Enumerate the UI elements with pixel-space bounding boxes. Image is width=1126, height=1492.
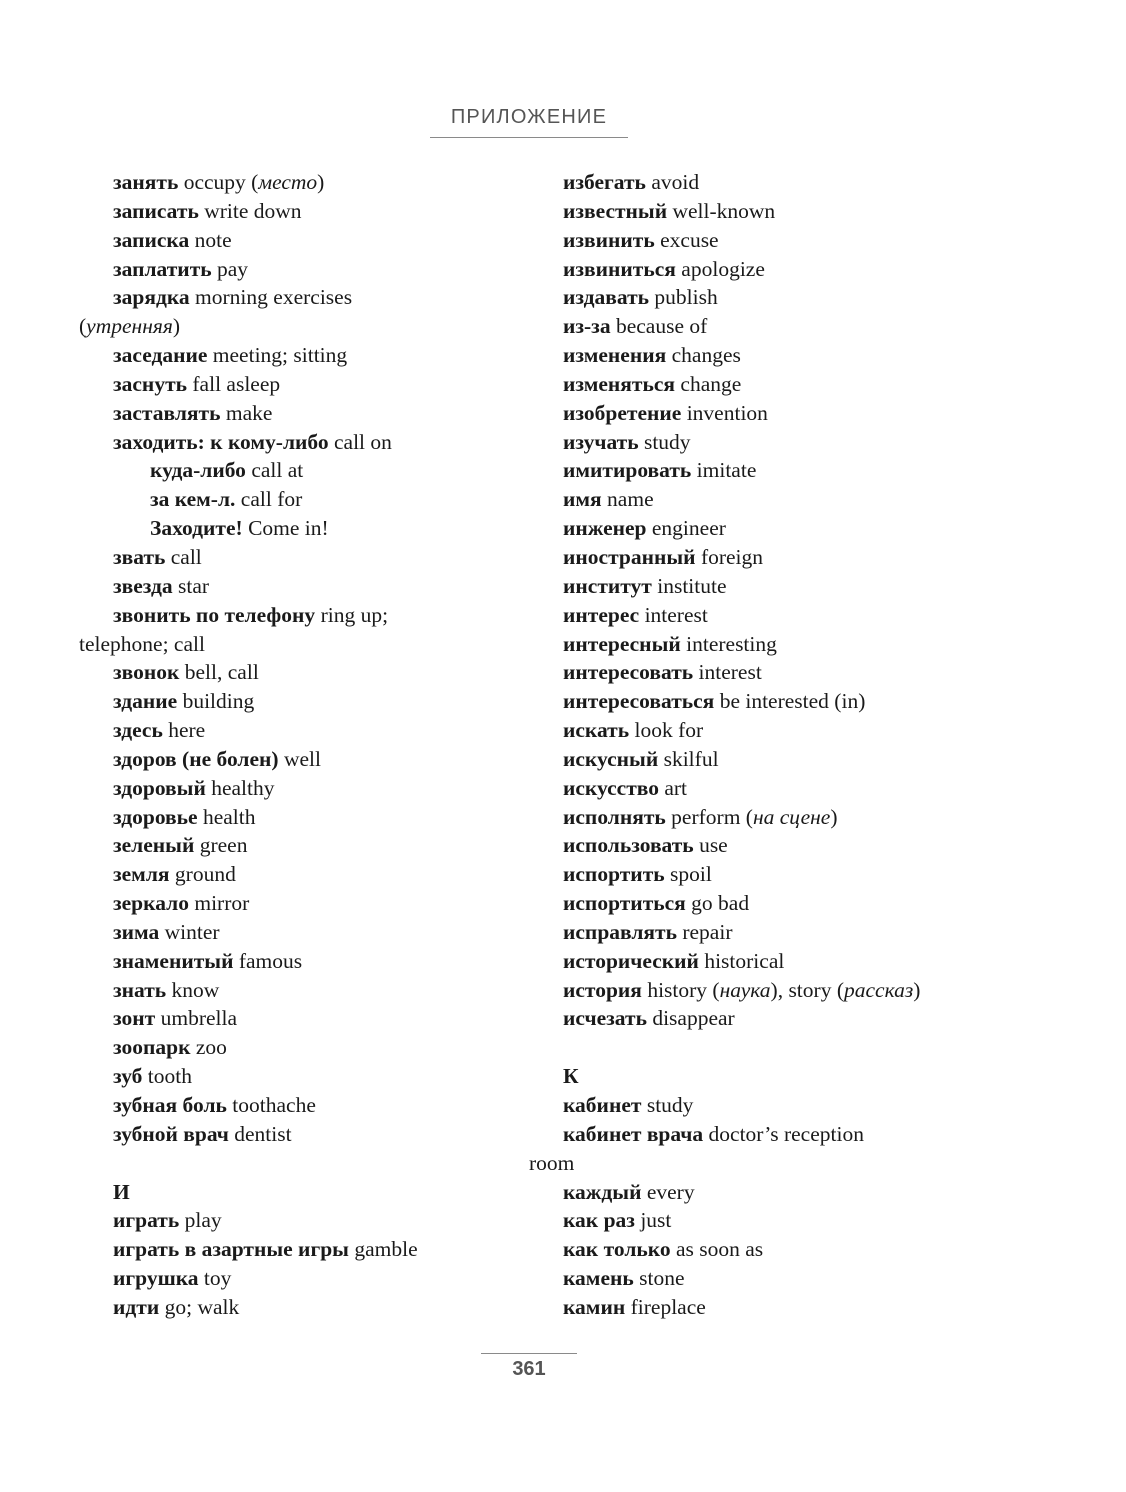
entry-translation: fall asleep bbox=[187, 371, 281, 396]
entry-translation: doctor’s reception bbox=[703, 1121, 864, 1146]
entry-translation: spoil bbox=[664, 862, 712, 887]
entry-translation: Come in! bbox=[242, 516, 329, 541]
entry-headword: звезда bbox=[113, 573, 173, 598]
entry-headword: испортиться bbox=[563, 891, 686, 916]
glossary-entry bbox=[529, 168, 1029, 197]
entry-translation: institute bbox=[651, 573, 727, 598]
entry-translation: mirror bbox=[188, 891, 250, 916]
entry-headword: кабинет bbox=[563, 1093, 642, 1117]
entry-headword: известный bbox=[563, 198, 668, 223]
entry-headword: игрушка bbox=[113, 1266, 199, 1291]
entry-note: место bbox=[258, 170, 318, 194]
glossary-entry bbox=[79, 456, 529, 485]
entry-headword: знать bbox=[113, 977, 167, 1002]
glossary-entry bbox=[529, 1120, 1029, 1149]
glossary-entry bbox=[79, 831, 529, 860]
entry-headword: избегать bbox=[563, 170, 646, 194]
entry-headword: играть в азартные игры bbox=[113, 1237, 349, 1262]
glossary-entry bbox=[79, 1004, 529, 1033]
glossary-entry bbox=[529, 399, 1029, 428]
entry-translation: invention bbox=[681, 400, 768, 425]
entry-translation: be interested (in) bbox=[714, 689, 866, 714]
entry-translation: famous bbox=[233, 948, 303, 973]
glossary-entry bbox=[529, 889, 1029, 918]
entry-headword: искусство bbox=[563, 775, 659, 800]
entry-translation: ( bbox=[79, 314, 87, 339]
entry-translation: avoid bbox=[645, 170, 700, 194]
entry-headword: извинить bbox=[563, 227, 655, 252]
entry-headword: камин bbox=[563, 1294, 626, 1319]
entry-headword: изучать bbox=[563, 429, 639, 454]
entry-translation: look for bbox=[629, 718, 704, 743]
entry-headword: за кем-л. bbox=[150, 487, 236, 512]
entry-translation: interesting bbox=[680, 631, 777, 656]
entry-headword: исчезать bbox=[563, 1006, 647, 1031]
entry-headword: как раз bbox=[563, 1208, 635, 1233]
section-letter: К bbox=[563, 1064, 579, 1089]
entry-headword: интересоваться bbox=[563, 689, 715, 714]
entry-translation: historical bbox=[698, 948, 785, 973]
entry-headword: зубной врач bbox=[113, 1121, 229, 1146]
entry-translation: make bbox=[220, 400, 273, 425]
entry-translation: ) bbox=[172, 314, 181, 339]
glossary-entry-continuation bbox=[79, 630, 529, 659]
glossary-entry bbox=[529, 687, 1029, 716]
entry-translation: call on bbox=[328, 429, 392, 454]
glossary-entry bbox=[529, 774, 1029, 803]
glossary-entry bbox=[79, 341, 529, 370]
entry-headword: звонить по телефону bbox=[113, 602, 316, 627]
entry-translation: health bbox=[197, 804, 256, 829]
glossary-entry bbox=[79, 601, 529, 630]
glossary-entry bbox=[529, 716, 1029, 745]
entry-headword: зонт bbox=[113, 1006, 156, 1031]
entry-headword: издавать bbox=[563, 285, 649, 310]
glossary-entry-continuation bbox=[79, 312, 529, 341]
entry-headword: здоров (не болен) bbox=[113, 746, 279, 771]
entry-translation: study bbox=[641, 1093, 694, 1117]
glossary-entry bbox=[529, 947, 1029, 976]
entry-translation: winter bbox=[159, 919, 220, 944]
entry-translation: occupy ( bbox=[178, 170, 259, 194]
glossary-entry bbox=[529, 1091, 1029, 1120]
entry-translation: telephone; call bbox=[79, 631, 205, 656]
entry-headword: Заходите! bbox=[150, 516, 243, 541]
entry-translation: know bbox=[166, 977, 220, 1002]
entry-translation: interest bbox=[693, 660, 762, 685]
glossary-entry bbox=[529, 312, 1029, 341]
entry-translation: go bad bbox=[685, 891, 750, 916]
entry-headword: зеленый bbox=[113, 833, 195, 858]
entry-headword: интересный bbox=[563, 631, 681, 656]
glossary-entry bbox=[79, 197, 529, 226]
glossary-entry bbox=[79, 428, 529, 457]
entry-translation: healthy bbox=[205, 775, 275, 800]
glossary-entry bbox=[79, 803, 529, 832]
glossary-entry bbox=[529, 197, 1029, 226]
entry-translation: here bbox=[162, 718, 206, 743]
entry-headword: исправлять bbox=[563, 919, 677, 944]
glossary-entry bbox=[529, 658, 1029, 687]
entry-headword: здоровье bbox=[113, 804, 198, 829]
entry-headword: из-за bbox=[563, 314, 611, 339]
glossary-entry bbox=[529, 860, 1029, 889]
glossary-entry bbox=[529, 976, 1029, 1005]
entry-translation: zoo bbox=[190, 1035, 227, 1060]
entry-headword: звонок bbox=[113, 660, 180, 685]
entry-headword: изменения bbox=[563, 343, 667, 368]
glossary-entry bbox=[79, 514, 529, 543]
section-gap bbox=[529, 1033, 1029, 1062]
glossary-entry bbox=[529, 341, 1029, 370]
entry-translation: disappear bbox=[646, 1006, 735, 1031]
glossary-entry bbox=[79, 1293, 529, 1322]
glossary-entry bbox=[529, 283, 1029, 312]
entry-headword: интерес bbox=[563, 602, 640, 627]
entry-translation: apologize bbox=[675, 256, 765, 281]
entry-translation: play bbox=[179, 1208, 222, 1233]
entry-translation: meeting; sitting bbox=[207, 343, 348, 368]
entry-headword: история bbox=[563, 977, 642, 1002]
glossary-entry bbox=[529, 601, 1029, 630]
glossary-entry bbox=[79, 918, 529, 947]
entry-headword: имитировать bbox=[563, 458, 692, 483]
entry-headword: здесь bbox=[113, 718, 163, 743]
entry-headword: заснуть bbox=[113, 371, 188, 396]
entry-translation: stone bbox=[633, 1266, 685, 1291]
entry-headword: зуб bbox=[113, 1064, 143, 1089]
glossary-entry bbox=[529, 456, 1029, 485]
glossary-entry bbox=[79, 976, 529, 1005]
glossary-entry bbox=[529, 803, 1029, 832]
entry-translation: pay bbox=[211, 256, 249, 281]
glossary-entry bbox=[79, 399, 529, 428]
glossary-entry bbox=[529, 630, 1029, 659]
entry-note: наука bbox=[719, 977, 771, 1002]
entry-translation: dentist bbox=[228, 1121, 292, 1146]
glossary-entry bbox=[79, 716, 529, 745]
entry-translation: publish bbox=[649, 285, 718, 310]
entry-headword: испортить bbox=[563, 862, 665, 887]
header-rule bbox=[430, 137, 628, 138]
entry-translation: well-known bbox=[667, 198, 776, 223]
entry-headword: куда-либо bbox=[150, 458, 246, 483]
entry-headword: извиниться bbox=[563, 256, 676, 281]
entry-translation: toy bbox=[198, 1266, 232, 1291]
entry-headword: институт bbox=[563, 573, 652, 598]
glossary-entry bbox=[79, 1206, 529, 1235]
glossary-entry bbox=[529, 226, 1029, 255]
entry-translation: imitate bbox=[691, 458, 757, 483]
glossary-entry bbox=[529, 1235, 1029, 1264]
entry-translation: art bbox=[658, 775, 688, 800]
entry-translation: ) bbox=[830, 804, 838, 829]
entry-note: на сцене bbox=[752, 804, 831, 829]
glossary-entry bbox=[529, 428, 1029, 457]
entry-note: рассказ bbox=[843, 977, 914, 1002]
entry-headword: зеркало bbox=[113, 891, 189, 916]
entry-headword: зарядка bbox=[113, 285, 190, 310]
footer-rule bbox=[481, 1353, 577, 1354]
glossary-entry bbox=[529, 370, 1029, 399]
glossary-entry bbox=[79, 687, 529, 716]
entry-translation: use bbox=[693, 833, 728, 858]
glossary-entry bbox=[79, 947, 529, 976]
page-number: 361 bbox=[512, 1358, 546, 1380]
glossary-entry bbox=[79, 1235, 529, 1264]
entry-headword: исторический bbox=[563, 948, 699, 973]
entry-translation: morning exercises bbox=[189, 285, 353, 310]
glossary-entry bbox=[79, 658, 529, 687]
entry-headword: интересовать bbox=[563, 660, 694, 685]
entry-translation: gamble bbox=[348, 1237, 418, 1262]
glossary-entry bbox=[79, 226, 529, 255]
entry-translation: green bbox=[194, 833, 248, 858]
entry-headword: изобретение bbox=[563, 400, 682, 425]
entry-translation: ) bbox=[913, 977, 921, 1002]
entry-translation: building bbox=[177, 689, 255, 714]
entry-translation: ring up; bbox=[315, 602, 389, 627]
entry-translation: just bbox=[634, 1208, 672, 1233]
section-letter: И bbox=[113, 1179, 130, 1204]
entry-translation: tooth bbox=[142, 1064, 192, 1089]
glossary-entry bbox=[79, 255, 529, 284]
glossary-entry bbox=[79, 860, 529, 889]
entry-translation: star bbox=[172, 573, 210, 598]
glossary-entry bbox=[529, 485, 1029, 514]
entry-translation: call at bbox=[245, 458, 304, 483]
glossary-entry bbox=[529, 543, 1029, 572]
glossary-entry bbox=[529, 1004, 1029, 1033]
entry-translation: changes bbox=[666, 343, 741, 368]
glossary-column-right bbox=[529, 168, 1029, 1322]
entry-translation: because of bbox=[610, 314, 708, 339]
entry-translation: skilful bbox=[658, 746, 719, 771]
glossary-entry bbox=[79, 889, 529, 918]
entry-translation: history ( bbox=[641, 977, 720, 1002]
glossary-column-left bbox=[79, 168, 529, 1322]
entry-translation: fireplace bbox=[625, 1294, 706, 1319]
entry-headword: занять bbox=[113, 170, 179, 194]
entry-translation: room bbox=[529, 1150, 575, 1175]
glossary-entry bbox=[529, 1264, 1029, 1293]
entry-headword: заседание bbox=[113, 343, 208, 368]
glossary-entry bbox=[529, 255, 1029, 284]
entry-headword: играть bbox=[113, 1208, 180, 1233]
entry-translation: change bbox=[675, 371, 742, 396]
entry-headword: зоопарк bbox=[113, 1035, 191, 1060]
entry-headword: инженер bbox=[563, 516, 647, 541]
entry-translation: study bbox=[638, 429, 691, 454]
entry-translation: bell, call bbox=[179, 660, 259, 685]
entry-headword: имя bbox=[563, 487, 602, 512]
glossary-entry bbox=[529, 514, 1029, 543]
glossary-entry bbox=[529, 572, 1029, 601]
entry-translation: go; walk bbox=[159, 1294, 240, 1319]
entry-headword: зима bbox=[113, 919, 160, 944]
entry-headword: звать bbox=[113, 544, 166, 569]
running-header: ПРИЛОЖЕНИЕ bbox=[450, 106, 608, 128]
entry-headword: как только bbox=[563, 1237, 671, 1262]
glossary-entry bbox=[79, 745, 529, 774]
glossary-entry bbox=[529, 745, 1029, 774]
entry-translation: ), story ( bbox=[770, 977, 844, 1002]
glossary-entry bbox=[79, 1091, 529, 1120]
entry-headword: заставлять bbox=[113, 400, 221, 425]
entry-headword: искать bbox=[563, 718, 630, 743]
entry-translation: engineer bbox=[646, 516, 726, 541]
entry-translation: umbrella bbox=[155, 1006, 238, 1031]
glossary-entry bbox=[79, 1264, 529, 1293]
entry-translation: repair bbox=[676, 919, 733, 944]
entry-translation: excuse bbox=[654, 227, 719, 252]
entry-translation: foreign bbox=[695, 544, 764, 569]
entry-headword: камень bbox=[563, 1266, 634, 1291]
entry-headword: искусный bbox=[563, 746, 659, 771]
entry-headword: записать bbox=[113, 198, 199, 223]
entry-translation: call for bbox=[235, 487, 303, 512]
glossary-entry bbox=[79, 283, 529, 312]
entry-translation: note bbox=[189, 227, 232, 252]
glossary-entry bbox=[529, 831, 1029, 860]
entry-translation: write down bbox=[198, 198, 302, 223]
entry-translation: ground bbox=[169, 862, 236, 887]
entry-translation: name bbox=[601, 487, 654, 512]
glossary-entry bbox=[529, 918, 1029, 947]
entry-translation: perform ( bbox=[665, 804, 753, 829]
entry-headword: исполнять bbox=[563, 804, 666, 829]
entry-headword: заплатить bbox=[113, 256, 212, 281]
glossary-entry bbox=[79, 1062, 529, 1091]
entry-headword: идти bbox=[113, 1294, 160, 1319]
glossary-entry bbox=[79, 572, 529, 601]
entry-headword: знаменитый bbox=[113, 948, 234, 973]
glossary-entry bbox=[529, 1178, 1029, 1207]
glossary-entry bbox=[79, 774, 529, 803]
entry-headword: использовать bbox=[563, 833, 694, 858]
glossary-entry bbox=[529, 1293, 1029, 1322]
entry-translation: toothache bbox=[226, 1093, 316, 1117]
entry-headword: кабинет врача bbox=[563, 1121, 704, 1146]
glossary-entry bbox=[79, 1120, 529, 1149]
entry-headword: записка bbox=[113, 227, 190, 252]
glossary-entry bbox=[79, 168, 529, 197]
entry-headword: земля bbox=[113, 862, 170, 887]
entry-translation: interest bbox=[639, 602, 708, 627]
glossary-entry bbox=[79, 370, 529, 399]
entry-translation: every bbox=[641, 1179, 695, 1204]
entry-headword: зубная боль bbox=[113, 1093, 227, 1117]
entry-translation: as soon as bbox=[670, 1237, 764, 1262]
glossary-entry bbox=[79, 543, 529, 572]
glossary-entry-continuation bbox=[529, 1149, 1029, 1178]
entry-headword: здоровый bbox=[113, 775, 206, 800]
entry-headword: здание bbox=[113, 689, 178, 714]
glossary-entry bbox=[79, 1033, 529, 1062]
glossary-entry bbox=[79, 485, 529, 514]
entry-headword: изменяться bbox=[563, 371, 676, 396]
entry-headword: каждый bbox=[563, 1179, 642, 1204]
entry-headword: заходить: к кому-либо bbox=[113, 429, 329, 454]
entry-note: утренняя bbox=[86, 314, 173, 339]
entry-translation: ) bbox=[317, 170, 325, 194]
glossary-entry bbox=[529, 1206, 1029, 1235]
section-gap bbox=[79, 1149, 529, 1178]
entry-translation: well bbox=[278, 746, 321, 771]
entry-headword: иностранный bbox=[563, 544, 696, 569]
entry-translation: call bbox=[165, 544, 202, 569]
